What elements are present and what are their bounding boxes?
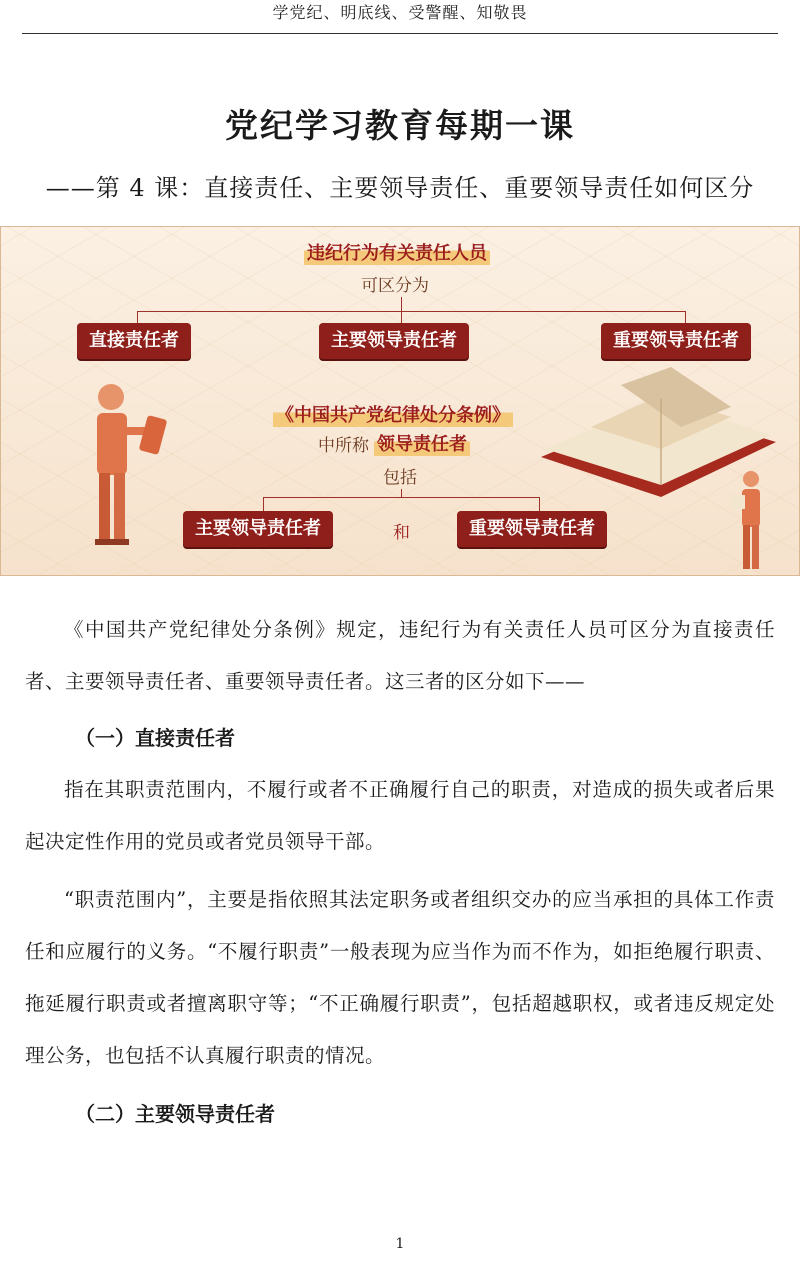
- mid-prefix: 中所称: [318, 436, 369, 456]
- tree-stem-top: [401, 297, 402, 311]
- header-divider: [22, 33, 778, 34]
- reader-figure-illustration: [726, 467, 776, 576]
- tree-leg-center: [401, 311, 402, 323]
- tree-branch-bottom: [263, 497, 539, 498]
- page-header: 学党纪、明底线、受警醒、知敬畏: [272, 3, 528, 22]
- tree-leg-bottom-right: [539, 497, 540, 511]
- tag-important-leader-responsible: 重要领导责任者: [601, 323, 751, 359]
- and-label: 和: [393, 523, 410, 543]
- tag-main-leader-responsible: 主要领导责任者: [319, 323, 469, 359]
- paragraph-direct-definition: 指在其职责范围内，不履行或者不正确履行自己的职责，对造成的损失或者后果起决定性作用的党员或者党员领导干部。: [25, 778, 775, 853]
- tree-branch-top: [137, 311, 685, 312]
- paragraph-duty-scope: “职责范围内”，主要是指依照其法定职务或者组织交办的应当承担的具体工作责任和应履行的义务。“不履行职责”一般表现为应当作为而不作为，如拒绝履行职责、拖延履行职责或者擅离职守等；“不正确履行职责”，包括超越职权，或者违反规定处理公务，也包括不认真履行职责的情况。: [25, 888, 775, 1067]
- banner-subheading: 可区分为: [361, 276, 429, 296]
- tree-stem-bottom: [401, 489, 402, 497]
- tag-bottom-important-leader: 重要领导责任者: [457, 511, 607, 547]
- mid-highlight: 领导责任者: [374, 430, 470, 456]
- tag-direct-responsible: 直接责任者: [77, 323, 191, 359]
- section-heading-main-leader: （二）主要领导责任者: [75, 1102, 275, 1126]
- document-subtitle: ——第 4 课：直接责任、主要领导责任、重要领导责任如何区分: [45, 174, 755, 202]
- tree-leg-left: [137, 311, 138, 323]
- page-number: 1: [395, 1236, 405, 1252]
- banner-heading: 违纪行为有关责任人员: [304, 239, 490, 265]
- presenter-figure-illustration: [71, 377, 171, 557]
- regulation-title: 《中国共产党纪律处分条例》: [273, 401, 513, 427]
- paragraph-intro: 《中国共产党纪律处分条例》规定，违纪行为有关责任人员可区分为直接责任者、主要领导责任者、重要领导责任者。这三者的区分如下——: [25, 618, 775, 693]
- tree-leg-right: [685, 311, 686, 323]
- tree-leg-bottom-left: [263, 497, 264, 511]
- document-title: 党纪学习教育每期一课: [225, 106, 575, 145]
- tag-bottom-main-leader: 主要领导责任者: [183, 511, 333, 547]
- section-heading-direct: （一）直接责任者: [75, 726, 235, 750]
- include-label: 包括: [383, 468, 417, 488]
- infographic-banner: [0, 226, 800, 576]
